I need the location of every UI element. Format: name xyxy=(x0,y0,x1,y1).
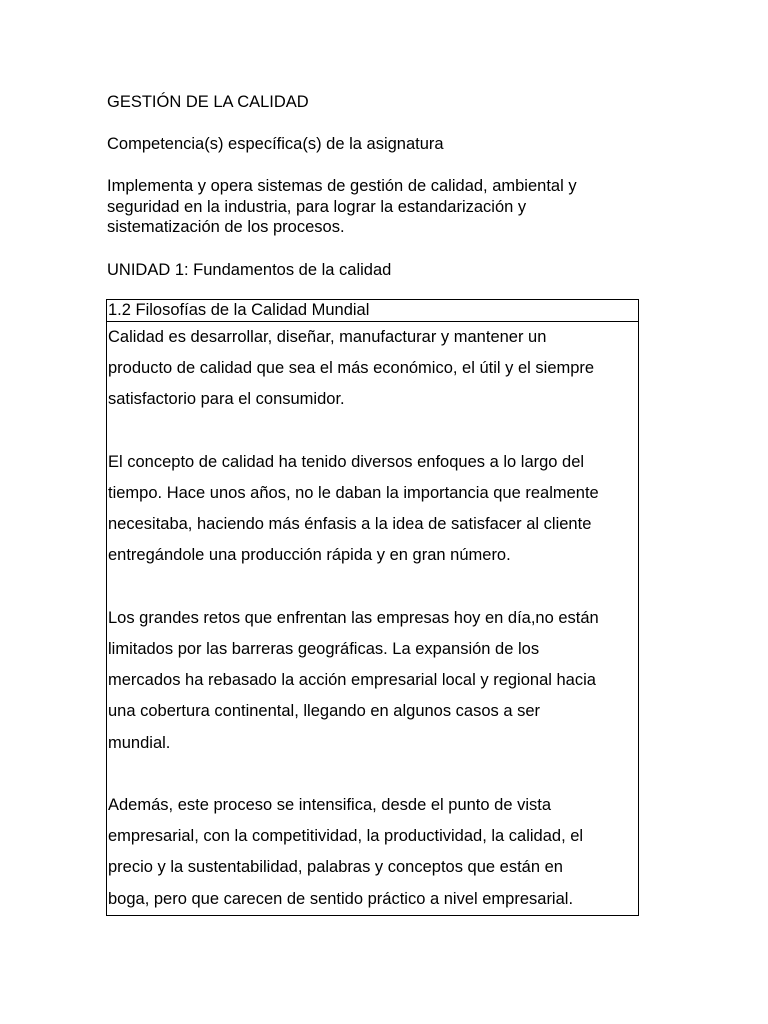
body-line: producto de calidad que sea el más económico, el útil y el siempre xyxy=(108,359,595,378)
document-title: GESTIÓN DE LA CALIDAD xyxy=(107,93,309,111)
competencia-paragraph xyxy=(107,176,627,238)
table-header-cell: 1.2 Filosofías de la Calidad Mundial xyxy=(107,300,638,322)
body-line: tiempo. Hace unos años, no le daban la importancia que realmente xyxy=(108,484,599,502)
body-line: limitados por las barreras geográficas. La expansión de los xyxy=(108,640,540,658)
body-line: Los grandes retos que enfrentan las empresas hoy en día,no están xyxy=(108,608,599,627)
competencia-line: Implementa y opera sistemas de gestión de calidad, ambiental y xyxy=(107,177,577,195)
body-line: satisfactorio para el consumidor. xyxy=(108,390,345,409)
body-line: Además, este proceso se intensifica, desde el punto de vista xyxy=(108,796,552,814)
body-line: mercados ha rebasado la acción empresarial local y regional hacia xyxy=(108,671,596,690)
competencia-heading: Competencia(s) específica(s) de la asignatura xyxy=(107,135,444,153)
body-line: una cobertura continental, llegando en algunos casos a ser xyxy=(108,702,541,721)
table-body-cell xyxy=(108,322,638,915)
paragraph-gap xyxy=(108,416,638,447)
body-line: precio y la sustentabilidad, palabras y conceptos que están en xyxy=(108,858,563,877)
body-paragraph xyxy=(108,790,638,915)
body-line: boga, pero que carecen de sentido práctico a nivel empresarial. xyxy=(108,889,574,908)
content-table xyxy=(106,299,639,916)
body-line: empresarial, con la competitividad, la productividad, la calidad, el xyxy=(108,827,584,846)
competencia-line: seguridad en la industria, para lograr la estandarización y xyxy=(107,197,527,216)
body-line: necesitaba, haciendo más énfasis a la idea de satisfacer al cliente xyxy=(108,515,592,534)
body-line: entregándole una producción rápida y en gran número. xyxy=(108,546,511,565)
body-paragraph xyxy=(108,447,638,572)
body-paragraph xyxy=(108,322,638,416)
competencia-line: sistematización de los procesos. xyxy=(107,218,345,236)
paragraph-gap xyxy=(108,572,638,603)
body-paragraph xyxy=(108,603,638,759)
body-line: El concepto de calidad ha tenido diversos enfoques a lo largo del xyxy=(108,452,585,471)
paragraph-gap xyxy=(108,759,638,790)
body-line: Calidad es desarrollar, diseñar, manufacturar y mantener un xyxy=(108,328,547,346)
body-line: mundial. xyxy=(108,733,171,752)
unidad-heading: UNIDAD 1: Fundamentos de la calidad xyxy=(107,261,392,279)
